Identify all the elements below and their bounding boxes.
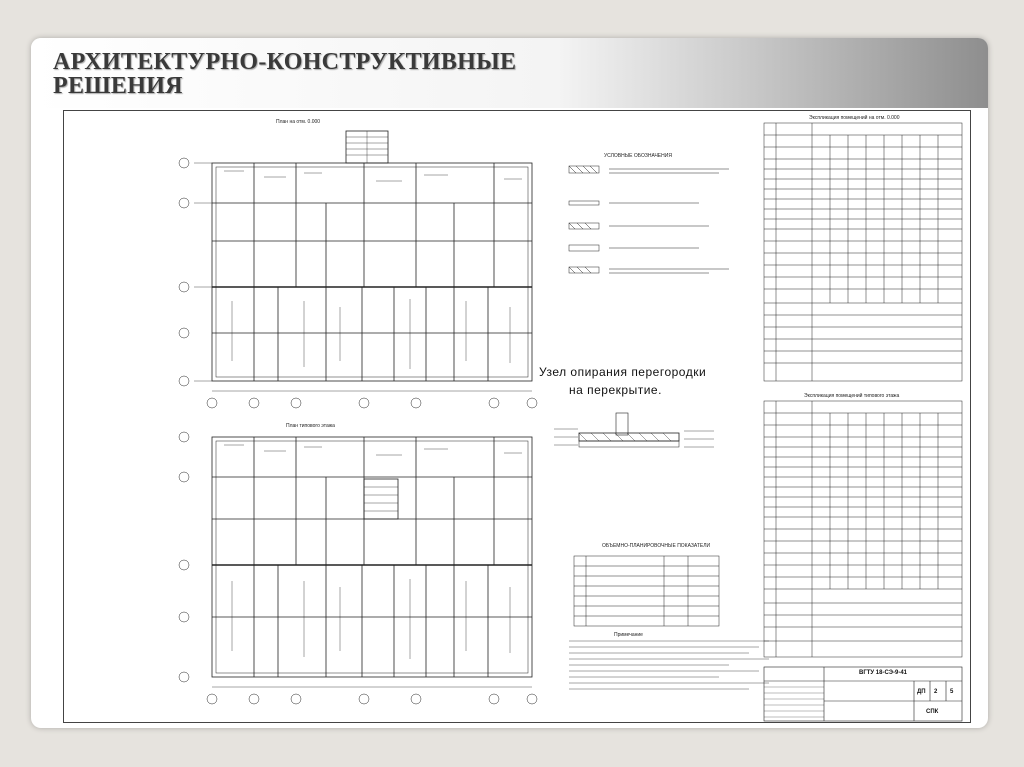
- slide-title: [53, 50, 516, 98]
- node-title-line1: Узел опирания перегородки: [539, 365, 707, 379]
- explication-table-typical: [764, 401, 962, 657]
- legend-title: УСЛОВНЫЕ ОБОЗНАЧЕНИЯ: [604, 153, 672, 159]
- notes-title: Примечание: [614, 632, 643, 638]
- stamp-sheet-no: 2: [934, 689, 938, 695]
- indicators-title: ОБЪЕМНО-ПЛАНИРОВОЧНЫЕ ПОКАЗАТЕЛИ: [602, 543, 711, 549]
- floor-plan-ground: [179, 131, 537, 408]
- stamp-org: СПК: [926, 709, 939, 715]
- slide-title-line1: АРХИТЕКТУРНО-КОНСТРУКТИВНЫЕ: [53, 49, 517, 75]
- node-title-line2: на перекрытие.: [569, 383, 662, 397]
- drawing-graphics: [64, 111, 970, 722]
- explication-title-ground: Экспликация помещений на отм. 0.000: [809, 115, 900, 121]
- explication-table-ground: [764, 123, 962, 381]
- node-detail: [554, 413, 714, 447]
- plan2-title: План типового этажа: [286, 423, 335, 429]
- stamp-sheet: ДП: [917, 689, 926, 695]
- slide-title-line2: РЕШЕНИЯ: [53, 73, 183, 99]
- drawing-sheet: [63, 110, 971, 723]
- floor-plan-typical: [179, 432, 537, 704]
- indicators-table: [574, 556, 719, 626]
- legend-graphics: [569, 166, 729, 273]
- plan1-title: План на отм. 0.000: [276, 119, 321, 125]
- notes-lines: [569, 641, 769, 689]
- stamp-code: ВГТУ 18-СЭ-9-41: [859, 670, 907, 676]
- explication-title-typical: Экспликация помещений типового этажа: [804, 393, 900, 399]
- slide: [31, 38, 988, 728]
- stamp-sheets: 5: [950, 689, 954, 695]
